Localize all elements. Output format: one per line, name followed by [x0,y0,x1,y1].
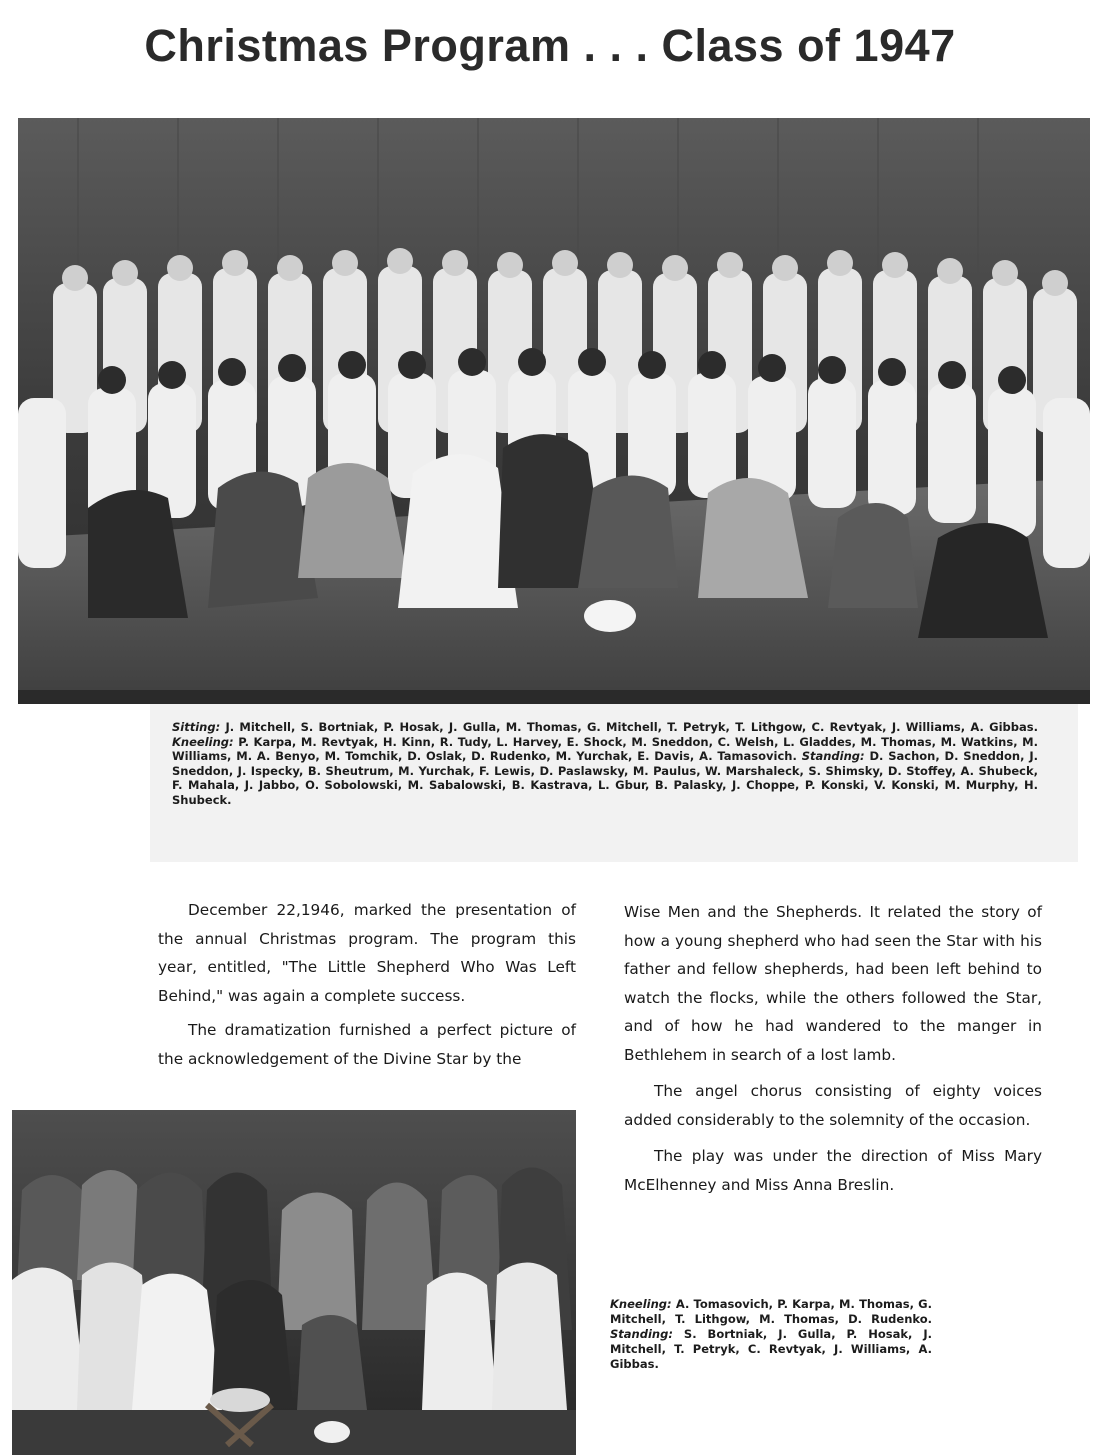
standing-label: Standing: [610,1327,673,1341]
article-paragraph: Wise Men and the Shepherds. It related the story of how a young shepherd who had seen the Star with his father and fellow shepherds, had been left behind to watch the flocks, while the others followed the Star, and of how he had wandered to the manger in Bethlehem in search of a lost lamb. [624,903,1042,1064]
kneeling-names: P. Karpa, M. Revtyak, H. Kinn, R. Tudy, L. Harvey, E. Shock, M. Sneddon, C. Welsh, L. Gladdes, M. Thomas, M. Watkins, M. Williams, M. A. Benyo, M. Tomchik, D. Oslak, D. Rudenko, M. Yurchak, E. Davis, A. Tamasovich. [172,734,1038,764]
kneeling-names: A. Tomasovich, P. Karpa, M. Thomas, G. Mitchell, T. Lithgow, M. Thomas, D. Rudenko. [610,1297,932,1326]
kneeling-label: Kneeling: [610,1297,672,1311]
top-photo-caption-block [150,704,1078,862]
principal-cast-photo-drawing [12,1110,576,1455]
article-left-column [158,896,576,1073]
page-title: Christmas Program . . . Class of 1947 [144,20,956,71]
article-paragraph: The angel chorus consisting of eighty voices added considerably to the solemnity of the occasion. [624,1082,1042,1129]
principal-cast-photo [12,1110,576,1455]
article-paragraph: The play was under the direction of Miss Mary McElhenney and Miss Anna Breslin. [624,1147,1042,1194]
bottom-photo-caption [610,1297,932,1372]
nativity-stage-photo [18,118,1090,704]
sitting-label: Sitting: [172,720,221,734]
kneeling-label: Kneeling: [172,734,234,749]
nativity-stage-photo-drawing [18,118,1090,704]
article-paragraph: The dramatization furnished a perfect picture of the acknowledgement of the Divine Star by the [158,1021,576,1068]
top-photo-caption [172,720,1038,808]
standing-names: S. Bortniak, J. Gulla, P. Hosak, J. Mitchell, T. Petryk, C. Revtyak, J. Williams, A. Gibbas. [610,1327,932,1371]
article-paragraph: December 22,1946, marked the presentation of the annual Christmas program. The program this year, entitled, "The Little Shepherd Who Was Left Behind," was again a complete success. [158,901,576,1005]
standing-label: Standing: [801,749,865,764]
standing-names: D. Sachon, D. Sneddon, J. Sneddon, J. Ispecky, B. Sheutrum, M. Yurchak, F. Lewis, D. Paslawsky, M. Paulus, W. Marshaleck, S. Shimsky, D. Stoffey, A. Shubeck, F. Mahala, J. Jabbo, O. Sobolowski, M. Sabalowski, B. Kastrava, L. Gbur, B. Palasky, J. Choppe, P. Konski, V. Konski, M. Murphy, H. Shubeck. [172,749,1038,807]
sitting-names: J. Mitchell, S. Bortniak, P. Hosak, J. Gulla, M. Thomas, G. Mitchell, T. Petryk, T. Lithgow, C. Revtyak, J. Williams, A. Gibbas. [225,720,1038,734]
article-right-column [624,898,1042,1199]
